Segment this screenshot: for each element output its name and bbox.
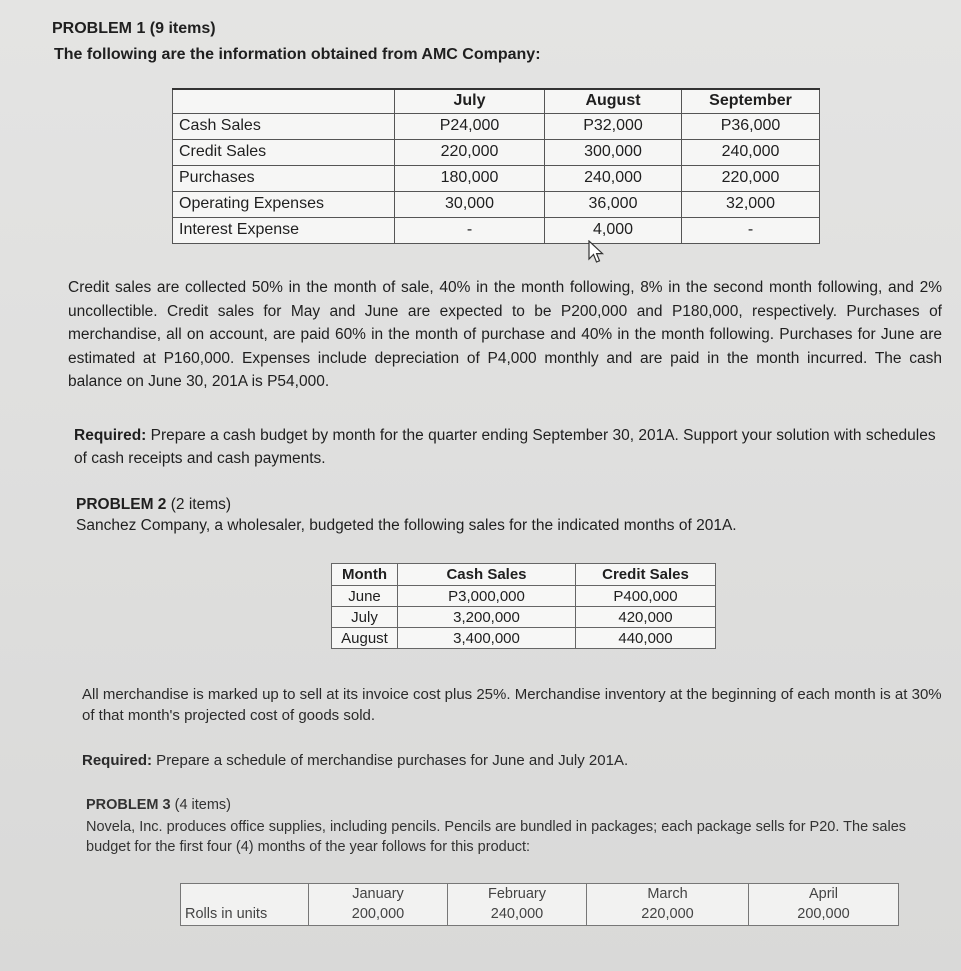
header-march: March	[587, 884, 749, 904]
cell: 240,000	[545, 165, 682, 191]
cell: 220,000	[587, 904, 749, 926]
table-header-row	[332, 564, 716, 586]
required-label: Required:	[82, 752, 153, 769]
problem1-intro: The following are the information obtained from AMC Company:	[54, 46, 541, 63]
problem1-table	[172, 88, 820, 244]
table-row	[332, 607, 716, 628]
problem1-required	[74, 424, 944, 470]
problem3-title-rest: (4 items)	[170, 797, 232, 813]
problem3-body: Novela, Inc. produces office supplies, including pencils. Pencils are bundled in packages; each package sells for P20. The sales budget for the first four (4) months of the year follows for this product:	[86, 819, 907, 855]
problem2-intro: Sanchez Company, a wholesaler, budgeted the following sales for the indicated months of 201A.	[76, 517, 737, 534]
cell: P400,000	[576, 586, 716, 607]
cell: 220,000	[682, 165, 820, 191]
cell: 200,000	[749, 904, 899, 926]
header-september: September	[682, 89, 820, 113]
problem1-paragraph: Credit sales are collected 50% in the month of sale, 40% in the month following, 8% in the second month following, and 2% uncollectible. Credit sales for May and June are expected to be P200,000 and P180,000, respectively. Purchases of merchandise, all on account, are paid 60% in the month of purchase and 40% in the month following. Purchases for June are estimated at P160,000. Expenses include depreciation of P4,000 monthly and are paid in the month incurred. The cash balance on June 30, 201A is P54,000.	[68, 279, 942, 390]
table-row	[181, 904, 899, 926]
problem2-title	[76, 496, 231, 514]
header-blank	[173, 89, 395, 113]
row-label: Credit Sales	[173, 139, 395, 165]
cell: P24,000	[395, 113, 545, 139]
problem3-title-bold: PROBLEM 3	[86, 797, 171, 813]
cell: 420,000	[576, 607, 716, 628]
header-blank	[181, 884, 309, 904]
table-row	[173, 191, 820, 217]
problem2-body: All merchandise is marked up to sell at its invoice cost plus 25%. Merchandise inventory at the beginning of each month is at 30% of that month's projected cost of goods sold.	[82, 686, 942, 724]
cell: 4,000	[545, 217, 682, 243]
cell: 36,000	[545, 191, 682, 217]
header-cash-sales: Cash Sales	[398, 564, 576, 586]
cell: 220,000	[395, 139, 545, 165]
header-april: April	[749, 884, 899, 904]
cell: 300,000	[545, 139, 682, 165]
cell: P3,000,000	[398, 586, 576, 607]
cell: 180,000	[395, 165, 545, 191]
cell: 3,400,000	[398, 628, 576, 649]
problem2-title-rest: (2 items)	[166, 496, 232, 513]
header-month: Month	[332, 564, 398, 586]
table-header-row	[173, 89, 820, 113]
cell: 240,000	[448, 904, 587, 926]
cell: -	[682, 217, 820, 243]
cell: June	[332, 586, 398, 607]
cell: P32,000	[545, 113, 682, 139]
cell: 240,000	[682, 139, 820, 165]
problem3-title	[86, 797, 231, 813]
table-row	[173, 217, 820, 243]
cell: -	[395, 217, 545, 243]
table-row	[173, 113, 820, 139]
cell: August	[332, 628, 398, 649]
cell: 3,200,000	[398, 607, 576, 628]
problem3-table	[180, 883, 899, 926]
header-january: January	[309, 884, 448, 904]
cell: 32,000	[682, 191, 820, 217]
row-label: Interest Expense	[173, 217, 395, 243]
table-row	[173, 165, 820, 191]
row-label: Operating Expenses	[173, 191, 395, 217]
row-label: Cash Sales	[173, 113, 395, 139]
cell: 200,000	[309, 904, 448, 926]
required-label: Required:	[74, 427, 147, 444]
cell: July	[332, 607, 398, 628]
cell: P36,000	[682, 113, 820, 139]
table-header-row	[181, 884, 899, 904]
header-august: August	[545, 89, 682, 113]
row-label: Purchases	[173, 165, 395, 191]
problem2-table	[331, 563, 716, 649]
header-credit-sales: Credit Sales	[576, 564, 716, 586]
row-label: Rolls in units	[181, 904, 309, 926]
table-row	[173, 139, 820, 165]
cell: 440,000	[576, 628, 716, 649]
required-text: Prepare a schedule of merchandise purchases for June and July 201A.	[152, 752, 629, 769]
mouse-pointer-icon	[587, 240, 605, 264]
required-text: Prepare a cash budget by month for the quarter ending September 30, 201A. Support your solution with schedules of cash receipts and cash payments.	[74, 427, 936, 467]
table-row	[332, 628, 716, 649]
header-july: July	[395, 89, 545, 113]
cell: 30,000	[395, 191, 545, 217]
problem1-title: PROBLEM 1 (9 items)	[52, 20, 216, 37]
table-row	[332, 586, 716, 607]
problem2-required	[82, 752, 628, 769]
header-february: February	[448, 884, 587, 904]
problem2-title-bold: PROBLEM 2	[76, 496, 167, 513]
